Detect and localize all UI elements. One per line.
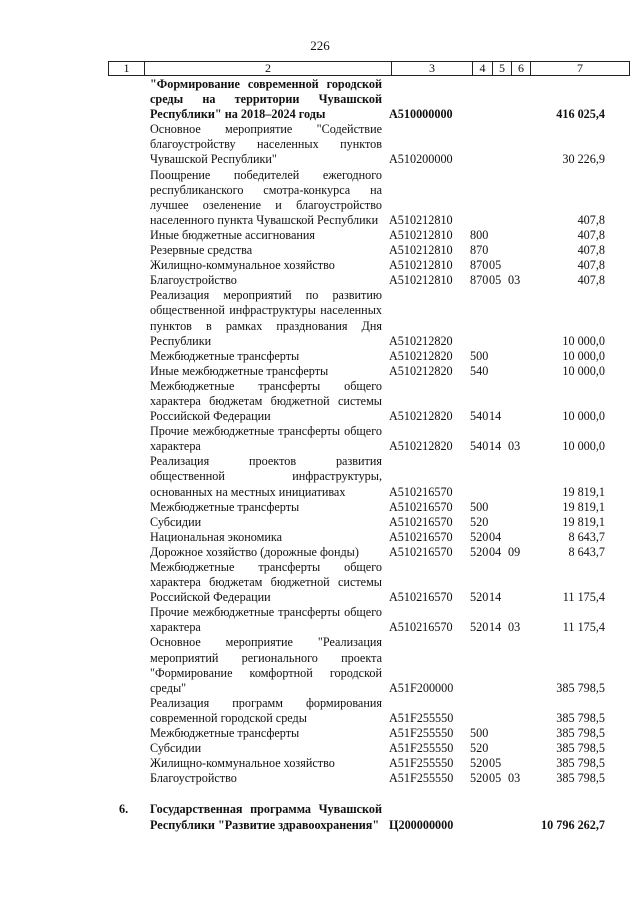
row-name: Поощрение победителей ежегодного республиканского смотра-конкурса на лучшее озеленение и благоустройство населенного пункта Чувашской Республики xyxy=(150,167,382,227)
table-row xyxy=(0,515,640,530)
row-expense-type: 520 xyxy=(470,590,489,605)
row-code: A510212810 xyxy=(389,227,453,242)
row-subsection: 03 xyxy=(508,273,521,288)
row-section: 14 xyxy=(489,439,502,454)
row-code: A51F255550 xyxy=(389,710,454,725)
row-name: Межбюджетные трансферты общего характера бюджетам бюджетной системы Российской Федерации xyxy=(150,560,382,605)
row-code: A510212810 xyxy=(389,212,453,227)
row-amount: 10 000,0 xyxy=(562,439,605,454)
row-expense-type: 520 xyxy=(470,756,489,771)
row-amount: 19 819,1 xyxy=(562,484,605,499)
column-header-5: 5 xyxy=(493,62,512,76)
row-code: A510216570 xyxy=(389,484,453,499)
table-row xyxy=(0,364,640,379)
budget-table-body xyxy=(0,77,640,833)
row-amount: 11 175,4 xyxy=(562,620,605,635)
row-amount: 8 643,7 xyxy=(568,544,605,559)
row-name: Субсидии xyxy=(150,741,202,756)
row-code: A510212810 xyxy=(389,258,453,273)
row-section: 05 xyxy=(489,258,502,273)
row-code: A510212820 xyxy=(389,409,453,424)
row-expense-type: 540 xyxy=(470,409,489,424)
table-row xyxy=(0,288,640,348)
row-name: Реализация программ формирования современной городской среды xyxy=(150,695,382,725)
row-section: 05 xyxy=(489,756,502,771)
table-row xyxy=(0,243,640,258)
row-code: A510212820 xyxy=(389,348,453,363)
row-name: Межбюджетные трансферты xyxy=(150,348,300,363)
table-row xyxy=(0,545,640,560)
row-code: A510212810 xyxy=(389,243,453,258)
row-name: Благоустройство xyxy=(150,273,237,288)
column-header-2: 2 xyxy=(145,62,392,76)
row-code: A510216570 xyxy=(389,529,453,544)
row-amount: 10 000,0 xyxy=(562,348,605,363)
row-amount: 385 798,5 xyxy=(556,680,605,695)
column-header-3: 3 xyxy=(392,62,473,76)
row-amount: 385 798,5 xyxy=(556,726,605,741)
row-name: Благоустройство xyxy=(150,771,237,786)
row-code: A51F255550 xyxy=(389,741,454,756)
row-name: Реализация мероприятий по развитию общественной инфраструктуры населенных пунктов в рамках празднования Дня Республики xyxy=(150,288,382,348)
row-amount: 10 796 262,7 xyxy=(541,817,605,832)
row-name: Иные бюджетные ассигнования xyxy=(150,227,316,242)
row-subsection: 03 xyxy=(508,439,521,454)
row-name: Межбюджетные трансферты xyxy=(150,499,300,514)
table-row xyxy=(0,273,640,288)
row-section: 14 xyxy=(489,590,502,605)
row-name: Межбюджетные трансферты xyxy=(150,726,300,741)
row-expense-type: 520 xyxy=(470,771,489,786)
row-code: A510216570 xyxy=(389,514,453,529)
row-expense-type: 520 xyxy=(470,514,489,529)
table-row xyxy=(0,424,640,454)
row-code: A51F200000 xyxy=(389,680,454,695)
row-name: Прочие межбюджетные трансферты общего характера xyxy=(150,424,382,454)
row-code: Ц200000000 xyxy=(389,817,454,832)
row-code: A51F255550 xyxy=(389,756,454,771)
column-header-table xyxy=(108,61,630,76)
row-code: A510212810 xyxy=(389,273,453,288)
row-name: Дорожное хозяйство (дорожные фонды) xyxy=(150,544,359,559)
table-row xyxy=(0,500,640,515)
row-amount: 19 819,1 xyxy=(562,499,605,514)
table-row xyxy=(0,771,640,786)
row-code: A510216570 xyxy=(389,620,453,635)
row-amount: 385 798,5 xyxy=(556,756,605,771)
column-header-1: 1 xyxy=(109,62,145,76)
row-amount: 10 000,0 xyxy=(562,363,605,378)
row-number: 6. xyxy=(119,802,129,817)
row-code: A510200000 xyxy=(389,152,453,167)
row-expense-type: 870 xyxy=(470,243,489,258)
row-name: Иные межбюджетные трансферты xyxy=(150,363,329,378)
table-row xyxy=(0,228,640,243)
row-code: A510212820 xyxy=(389,333,453,348)
row-code: A510212820 xyxy=(389,439,453,454)
row-amount: 407,8 xyxy=(577,243,605,258)
row-code: A510000000 xyxy=(389,107,453,122)
row-code: A510216570 xyxy=(389,499,453,514)
row-expense-type: 870 xyxy=(470,258,489,273)
table-row xyxy=(0,530,640,545)
row-expense-type: 500 xyxy=(470,499,489,514)
table-row xyxy=(0,168,640,228)
row-expense-type: 540 xyxy=(470,363,489,378)
row-expense-type: 500 xyxy=(470,348,489,363)
row-code: A51F255550 xyxy=(389,771,454,786)
row-amount: 407,8 xyxy=(577,258,605,273)
row-section: 14 xyxy=(489,409,502,424)
row-name: Субсидии xyxy=(150,514,202,529)
row-code: A510216570 xyxy=(389,590,453,605)
row-name: Резервные средства xyxy=(150,243,253,258)
table-row xyxy=(0,560,640,605)
column-header-7: 7 xyxy=(531,62,630,76)
table-row xyxy=(0,726,640,741)
row-section: 14 xyxy=(489,620,502,635)
row-name: Основное мероприятие "Содействие благоустройству населенных пунктов Чувашской Республики" xyxy=(150,122,382,167)
row-amount: 10 000,0 xyxy=(562,409,605,424)
row-expense-type: 520 xyxy=(470,741,489,756)
row-amount: 407,8 xyxy=(577,227,605,242)
table-row xyxy=(0,635,640,695)
row-amount: 19 819,1 xyxy=(562,514,605,529)
table-row xyxy=(0,258,640,273)
row-name: "Формирование современной городской среды на территории Чувашской Республики" на 2018–2024 годы xyxy=(150,77,382,122)
column-header-6: 6 xyxy=(512,62,531,76)
row-expense-type: 520 xyxy=(470,529,489,544)
row-name: Жилищно-коммунальное хозяйство xyxy=(150,258,335,273)
row-amount: 8 643,7 xyxy=(568,529,605,544)
row-subsection: 09 xyxy=(508,544,521,559)
row-section: 04 xyxy=(489,529,502,544)
table-row xyxy=(0,756,640,771)
row-name: Межбюджетные трансферты общего характера бюджетам бюджетной системы Российской Федерации xyxy=(150,378,382,424)
table-row xyxy=(0,696,640,726)
row-section: 04 xyxy=(489,544,502,559)
table-row xyxy=(0,454,640,499)
row-section: 05 xyxy=(489,771,502,786)
row-name: Прочие межбюджетные трансферты общего характера xyxy=(150,605,382,635)
row-code: A510212820 xyxy=(389,363,453,378)
row-code: A510216570 xyxy=(389,544,453,559)
row-name: Национальная экономика xyxy=(150,529,283,544)
row-section: 05 xyxy=(489,273,502,288)
row-subsection: 03 xyxy=(508,771,521,786)
row-expense-type: 500 xyxy=(470,726,489,741)
table-row xyxy=(0,741,640,756)
table-row xyxy=(0,77,640,122)
column-header-4: 4 xyxy=(473,62,493,76)
row-amount: 385 798,5 xyxy=(556,741,605,756)
row-amount: 416 025,4 xyxy=(556,107,605,122)
row-expense-type: 520 xyxy=(470,620,489,635)
table-row xyxy=(0,349,640,364)
row-amount: 385 798,5 xyxy=(556,710,605,725)
row-expense-type: 870 xyxy=(470,273,489,288)
table-row xyxy=(0,802,640,832)
row-name: Государственная программа Чувашской Республики "Развитие здравоохранения" xyxy=(150,802,382,832)
row-name: Жилищно-коммунальное хозяйство xyxy=(150,756,335,771)
row-amount: 407,8 xyxy=(577,273,605,288)
row-amount: 11 175,4 xyxy=(562,590,605,605)
table-row xyxy=(0,122,640,167)
row-subsection: 03 xyxy=(508,620,521,635)
row-amount: 10 000,0 xyxy=(562,333,605,348)
row-amount: 30 226,9 xyxy=(562,152,605,167)
row-expense-type: 520 xyxy=(470,544,489,559)
row-expense-type: 800 xyxy=(470,227,489,242)
table-row xyxy=(0,379,640,424)
row-amount: 407,8 xyxy=(577,212,605,227)
table-row xyxy=(0,605,640,635)
row-expense-type: 540 xyxy=(470,439,489,454)
row-name: Основное мероприятие "Реализация мероприятий регионального проекта "Формирование комфортной городской среды" xyxy=(150,635,382,695)
row-amount: 385 798,5 xyxy=(556,771,605,786)
row-code: A51F255550 xyxy=(389,726,454,741)
row-name: Реализация проектов развития общественной инфраструктуры, основанных на местных инициативах xyxy=(150,454,382,499)
page-number: 226 xyxy=(310,38,330,53)
